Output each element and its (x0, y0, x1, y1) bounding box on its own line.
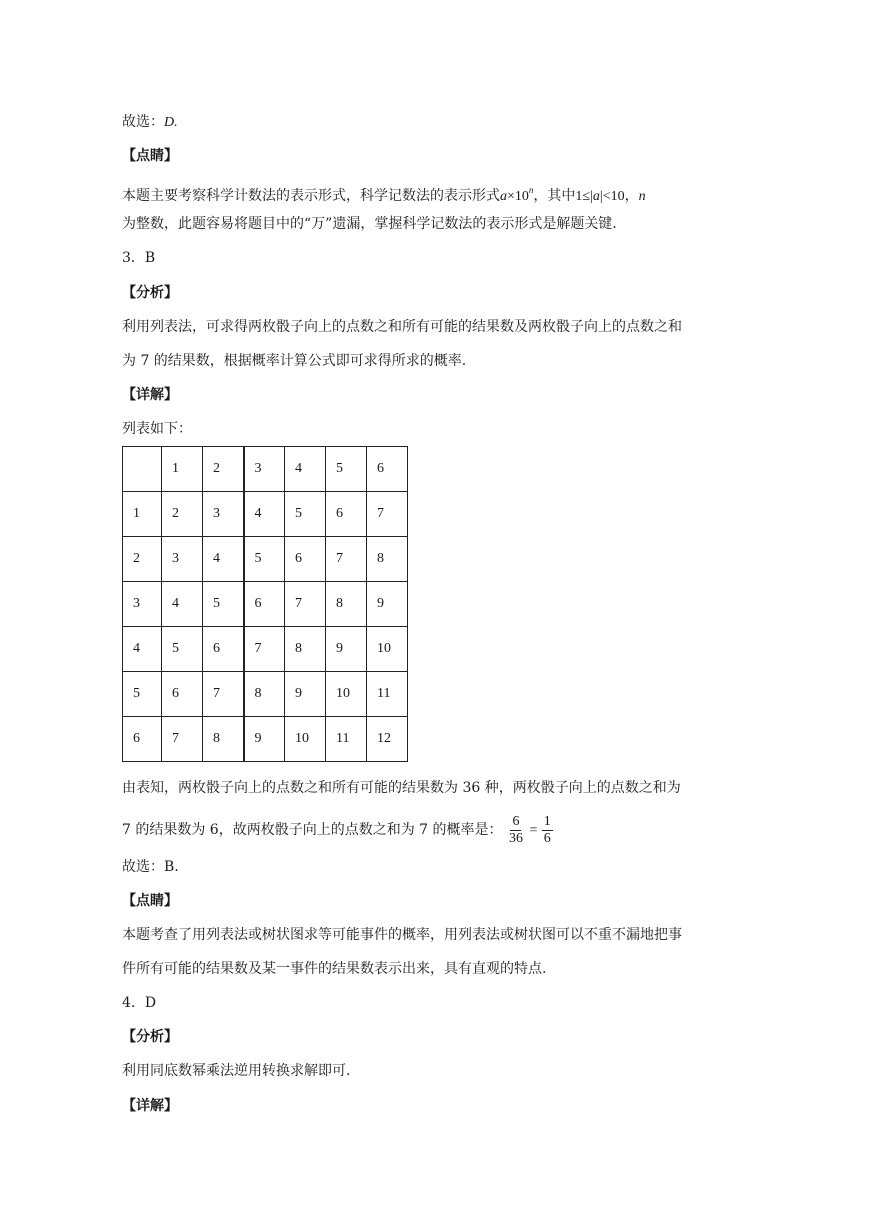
table-cell: 10 (285, 717, 326, 762)
table-cell: 7 (367, 492, 408, 537)
table-cell: 4 (244, 492, 285, 537)
table-cell: 7 (162, 717, 203, 762)
table-row (123, 582, 408, 627)
table-cell: 6 (203, 627, 244, 672)
table-cell: 4 (123, 627, 162, 672)
table-cell: 9 (244, 717, 285, 762)
analysis-heading-2: 【分析】 (122, 1029, 178, 1045)
table-cell: 11 (326, 717, 367, 762)
detail-heading: 【详解】 (122, 387, 178, 403)
comment-text-2: 为整数，此题容易将题目中的“万”遗漏，掌握科学记数法的表示形式是解题关键. (122, 216, 617, 232)
fraction-six-thirtysix: $\frac{6}{36}$ (508, 813, 523, 846)
table-row (123, 537, 408, 582)
analysis-text-2: 为 7 的结果数，根据概率计算公式即可求得所求的概率. (122, 353, 467, 369)
table-cell: 3 (162, 537, 203, 582)
table-cell (123, 447, 162, 492)
table-intro: 列表如下： (122, 421, 192, 437)
comment-text-1: 本题主要考察科学计数法的表示形式，科学记数法的表示形式$a\times 10^n$，其中1≤|a|<10，n (122, 185, 646, 204)
table-cell: 1 (162, 447, 203, 492)
table-cell: 8 (326, 582, 367, 627)
table-cell: 12 (367, 717, 408, 762)
table-cell: 4 (162, 582, 203, 627)
question-4-answer: 4．D (122, 995, 157, 1011)
table-cell: 6 (244, 582, 285, 627)
table-cell: 5 (285, 492, 326, 537)
table-cell: 3 (244, 447, 285, 492)
table-row (123, 447, 408, 492)
table-cell: 3 (123, 582, 162, 627)
table-row (123, 717, 408, 762)
table-cell: 8 (203, 717, 244, 762)
table-cell: 1 (123, 492, 162, 537)
result-text-2: 7 的结果数为 6，故两枚骰子向上的点数之和为 7 的概率是： $\frac{6}{36}$ = $\frac{1}{6}$ (122, 813, 551, 846)
comment-text-3: 本题考查了用列表法或树状图求等可能事件的概率，用列表法或树状图可以不重不漏地把事 (122, 927, 682, 943)
table-cell: 7 (244, 627, 285, 672)
table-cell: 7 (285, 582, 326, 627)
table-cell: 9 (285, 672, 326, 717)
table-cell: 4 (285, 447, 326, 492)
comment-heading-2: 【点睛】 (122, 893, 178, 909)
table-row (123, 492, 408, 537)
question-3-answer: 3．B (122, 250, 156, 266)
table-cell: 6 (285, 537, 326, 582)
table-row (123, 672, 408, 717)
table-cell: 10 (367, 627, 408, 672)
result-text-1: 由表知，两枚骰子向上的点数之和所有可能的结果数为 36 种，两枚骰子向上的点数之和为 (122, 780, 681, 796)
comment-heading: 【点睛】 (122, 148, 178, 164)
table-cell: 7 (326, 537, 367, 582)
table-cell: 5 (244, 537, 285, 582)
fraction-one-sixth: $\frac{1}{6}$ (543, 813, 551, 846)
table-cell: 6 (162, 672, 203, 717)
table-cell: 3 (203, 492, 244, 537)
table-cell: 5 (123, 672, 162, 717)
table-cell: 10 (326, 672, 367, 717)
table-cell: 6 (367, 447, 408, 492)
table-cell: 5 (203, 582, 244, 627)
table-cell: 5 (326, 447, 367, 492)
answer-line-2: 故选：B. (122, 859, 179, 875)
table-cell: 8 (367, 537, 408, 582)
detail-heading-2: 【详解】 (122, 1098, 178, 1114)
comment-text-4: 件所有可能的结果数及某一事件的结果数表示出来，具有直观的特点. (122, 961, 547, 977)
table-cell: 2 (123, 537, 162, 582)
analysis-text-3: 利用同底数幂乘法逆用转换求解即可. (122, 1063, 351, 1079)
table-cell: 2 (203, 447, 244, 492)
table-cell: 6 (123, 717, 162, 762)
analysis-text-1: 利用列表法，可求得两枚骰子向上的点数之和所有可能的结果数及两枚骰子向上的点数之和 (122, 319, 682, 335)
table-cell: 5 (162, 627, 203, 672)
table-cell: 8 (244, 672, 285, 717)
answer-line: 故选：D. (122, 114, 178, 130)
table-cell: 9 (326, 627, 367, 672)
table-cell: 8 (285, 627, 326, 672)
table-cell: 2 (162, 492, 203, 537)
table-cell: 9 (367, 582, 408, 627)
table-cell: 7 (203, 672, 244, 717)
analysis-heading: 【分析】 (122, 285, 178, 301)
dice-sum-table (122, 446, 408, 762)
table-cell: 4 (203, 537, 244, 582)
table-cell: 11 (367, 672, 408, 717)
table-row (123, 627, 408, 672)
table-cell: 6 (326, 492, 367, 537)
